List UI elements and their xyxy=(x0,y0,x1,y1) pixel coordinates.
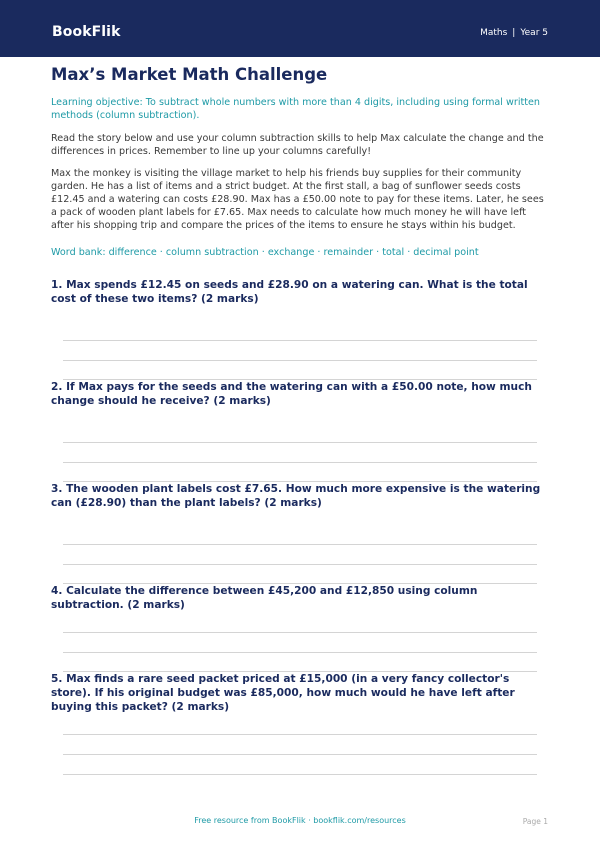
answer-line[interactable] xyxy=(63,774,537,775)
answer-line[interactable] xyxy=(63,442,537,443)
question-2: 2. If Max pays for the seeds and the watering can with a £50.00 note, how much change should he receive? (2 marks) xyxy=(51,381,532,407)
page-number: Page 1 xyxy=(522,817,548,826)
intro-paragraph: Read the story below and use your column subtraction skills to help Max calculate the change and the differences in prices. Remember to line up your columns carefully! xyxy=(51,133,544,157)
word-bank: Word bank: difference · column subtraction · exchange · remainder · total · decimal point xyxy=(51,247,479,258)
answer-line[interactable] xyxy=(63,462,537,463)
header-bar xyxy=(0,0,600,57)
learning-objective: Learning objective: To subtract whole numbers with more than 4 digits, including using formal written methods (column subtraction). xyxy=(51,97,540,121)
year-label: Year 5 xyxy=(520,28,548,38)
answer-line[interactable] xyxy=(63,652,537,653)
story-paragraph: Max the monkey is visiting the village market to help his friends buy supplies for their community garden. He has a list of items and a strict budget. At the first stall, a bag of sunflower seeds costs £12.45 and a watering can costs £28.90. Max has a £50.00 note to pay for these items. Later, he sees a pack of wooden plant labels for £7.65. Max needs to calculate how much money he will have left after his shopping trip and compare the prices of the items to ensure he stays within his budget. xyxy=(51,168,544,231)
brand-logo[interactable]: BookFlik xyxy=(52,24,121,40)
answer-line[interactable] xyxy=(63,632,537,633)
footer-link[interactable]: Free resource from BookFlik · bookflik.com/resources xyxy=(194,816,406,825)
header-separator: | xyxy=(512,28,516,38)
answer-line[interactable] xyxy=(63,754,537,755)
answer-line[interactable] xyxy=(63,360,537,361)
answer-line[interactable] xyxy=(63,340,537,341)
page-title: Max’s Market Math Challenge xyxy=(51,65,328,84)
answer-line[interactable] xyxy=(63,734,537,735)
question-5: 5. Max finds a rare seed packet priced at £15,000 (in a very fancy collector's store). If his original budget was £85,000, how much would he have left after buying this packet? (2 marks) xyxy=(51,673,515,713)
question-1: 1. Max spends £12.45 on seeds and £28.90 on a watering can. What is the total cost of these two items? (2 marks) xyxy=(51,279,528,305)
header-meta xyxy=(480,28,548,38)
answer-line[interactable] xyxy=(63,564,537,565)
answer-line[interactable] xyxy=(63,544,537,545)
question-3: 3. The wooden plant labels cost £7.65. How much more expensive is the watering can (£28.90) than the plant labels? (2 marks) xyxy=(51,483,541,509)
question-4: 4. Calculate the difference between £45,200 and £12,850 using column subtraction. (2 marks) xyxy=(51,585,478,611)
subject-label: Maths xyxy=(480,28,508,38)
